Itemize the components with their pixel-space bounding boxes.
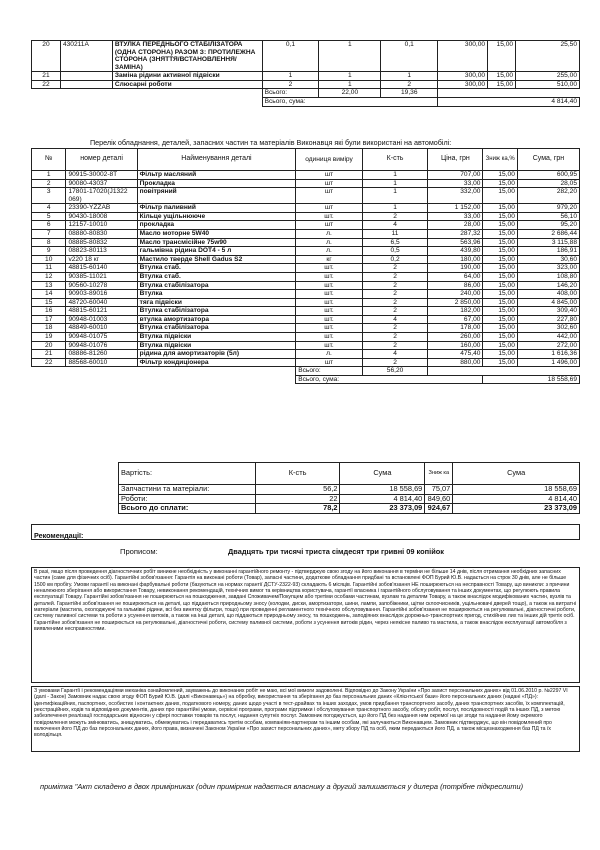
parts-row-number: 4	[32, 204, 66, 213]
summary-row-total: 4 814,40	[453, 494, 580, 504]
parts-row-code: 90948-01003	[66, 315, 137, 324]
parts-row-name: втулка амортизатора	[137, 315, 296, 324]
parts-row-sum: 1 496,00	[517, 358, 579, 367]
parts-row-qty: 2	[362, 290, 427, 299]
parts-row-code: 90915-30002-8T	[66, 171, 137, 180]
parts-row-unit: шт.	[296, 332, 363, 341]
parts-row	[32, 350, 580, 359]
parts-table	[31, 148, 580, 384]
works-row-norm: 1	[262, 72, 319, 81]
parts-row-name: Втулка стаб.	[137, 264, 296, 273]
parts-row-number: 5	[32, 212, 66, 221]
summary-header-row	[119, 463, 580, 485]
parts-row-unit: шт	[296, 358, 363, 367]
parts-row-sum: 408,00	[517, 290, 579, 299]
parts-row-discount: 15,00	[483, 188, 517, 204]
parts-row-discount: 15,00	[483, 171, 517, 180]
parts-row-name: Втулка	[137, 290, 296, 299]
works-row-coef: 1	[319, 72, 381, 81]
parts-row-name: Кільце ущільнююче	[137, 212, 296, 221]
parts-row-discount: 15,00	[483, 238, 517, 247]
parts-row-sum: 302,60	[517, 324, 579, 333]
recommendations-label: Рекомендації:	[34, 531, 84, 540]
parts-row-unit: шт	[296, 221, 363, 230]
parts-row-sum: 186,91	[517, 247, 579, 256]
parts-row-discount: 15,00	[483, 324, 517, 333]
parts-row-discount: 15,00	[483, 298, 517, 307]
parts-row	[32, 307, 580, 316]
summary-row-qty: 22	[255, 494, 340, 504]
summary-row	[119, 485, 580, 495]
summary-row-sum: 4 814,40	[340, 494, 425, 504]
parts-row-unit: шт	[296, 188, 363, 204]
parts-row	[32, 332, 580, 341]
parts-row-qty: 2	[362, 281, 427, 290]
recommendations-box	[31, 524, 580, 540]
parts-row	[32, 281, 580, 290]
works-total-label: Всього:	[262, 89, 319, 98]
parts-row-discount: 15,00	[483, 350, 517, 359]
parts-row-code: 90948-01076	[66, 341, 137, 350]
parts-total-row	[32, 367, 580, 376]
summary-row-total: 23 373,09	[453, 504, 580, 514]
parts-row-sum: 282,20	[517, 188, 579, 204]
parts-row-code: 48815-60140	[66, 264, 137, 273]
parts-row-price: 182,00	[428, 307, 483, 316]
parts-row-qty: 2	[362, 332, 427, 341]
parts-row-discount: 15,00	[483, 247, 517, 256]
parts-row-qty: 2	[362, 324, 427, 333]
parts-row-code: 90430-18008	[66, 212, 137, 221]
parts-row-name: Фільтр кондиціонера	[137, 358, 296, 367]
works-row-sum: 255,00	[516, 72, 580, 81]
parts-row-price: 178,00	[428, 324, 483, 333]
works-total-a: 22,00	[319, 89, 381, 98]
note-text: примітка "Акт складено в двох примірниках (один примірник надається власнику а другий залишається у дилера (потрібне підкреслити)	[40, 782, 524, 791]
parts-row-number: 2	[32, 179, 66, 188]
parts-row-code: 08823-80113	[66, 247, 137, 256]
parts-row-unit: л.	[296, 238, 363, 247]
parts-row-number: 21	[32, 350, 66, 359]
summary-row-sum: 18 558,69	[340, 485, 425, 495]
parts-row-name: Масло трансмісійне 75w90	[137, 238, 296, 247]
parts-row-number: 19	[32, 332, 66, 341]
parts-row-number: 12	[32, 272, 66, 281]
parts-row-price: 260,00	[428, 332, 483, 341]
works-row-name: Заміна рідини активної підвіски	[112, 72, 262, 81]
parts-row-name: рідина для амортизаторів (5л)	[137, 350, 296, 359]
summary-table	[118, 462, 580, 514]
parts-row-code: 90948-01075	[66, 332, 137, 341]
parts-row-sum: 442,00	[517, 332, 579, 341]
parts-row-sum: 309,40	[517, 307, 579, 316]
parts-row-qty: 2	[362, 307, 427, 316]
parts-heading: Перелік обладнання, деталей, запасних частин та матеріалів Виконавця які були використані на автомобілі:	[90, 138, 452, 147]
parts-row	[32, 212, 580, 221]
parts-row-sum: 3 115,88	[517, 238, 579, 247]
parts-row-sum: 2 686,44	[517, 230, 579, 239]
parts-header-row	[32, 149, 580, 171]
works-row-name: ВТУЛКА ПЕРЕДНЬОГО СТАБІЛІЗАТОРА (ОДНА СТОРОНА) РАЗОМ З: ПРОТИЛЕЖНА СТОРОНА (ЗНЯТТЯ/ВСТАНОВЛЕННЯ/ЗАМІНА)	[112, 41, 262, 72]
parts-row-unit: шт.	[296, 290, 363, 299]
summary-row-sum: 23 373,09	[340, 504, 425, 514]
works-row-discount: 15,00	[488, 80, 516, 89]
works-row-code: 430211A	[60, 41, 112, 72]
parts-row-number: 10	[32, 255, 66, 264]
parts-row-qty: 0,2	[362, 255, 427, 264]
summary-row-total: 18 558,69	[453, 485, 580, 495]
parts-row-discount: 15,00	[483, 307, 517, 316]
parts-row-price: 563,96	[428, 238, 483, 247]
parts-row-price: 64,00	[428, 272, 483, 281]
parts-row-qty: 1	[362, 179, 427, 188]
parts-row-discount: 15,00	[483, 332, 517, 341]
parts-row	[32, 315, 580, 324]
parts-row	[32, 358, 580, 367]
parts-total-qty: 56,20	[362, 367, 427, 376]
parts-row-price: 2 850,00	[428, 298, 483, 307]
parts-row-sum: 30,60	[517, 255, 579, 264]
parts-row-code: 90903-89016	[66, 290, 137, 299]
summary-row-qty: 78,2	[255, 504, 340, 514]
parts-row-unit: кг	[296, 255, 363, 264]
parts-row-code: v220 18 кг	[66, 255, 137, 264]
parts-row-code: 08886-81260	[66, 350, 137, 359]
parts-row-qty: 2	[362, 264, 427, 273]
parts-row	[32, 341, 580, 350]
parts-row-number: 15	[32, 298, 66, 307]
parts-row-qty: 2	[362, 341, 427, 350]
works-row-price: 300,00	[438, 41, 488, 72]
summary-row-label: Запчастини та матеріали:	[119, 485, 256, 495]
parts-row-sum: 95,20	[517, 221, 579, 230]
parts-row-sum: 108,80	[517, 272, 579, 281]
parts-row-unit: шт	[296, 171, 363, 180]
works-row-hours: 1	[381, 72, 438, 81]
works-row-hours: 0,1	[381, 41, 438, 72]
works-row-discount: 15,00	[488, 72, 516, 81]
works-row	[32, 80, 580, 89]
parts-row-unit: шт.	[296, 341, 363, 350]
parts-row-price: 86,00	[428, 281, 483, 290]
summary-row-discount: 75,07	[425, 485, 453, 495]
parts-header-price: Ціна, грн	[428, 149, 483, 171]
parts-row	[32, 230, 580, 239]
parts-row-sum: 28,05	[517, 179, 579, 188]
parts-sum-label: Всього, сума:	[296, 375, 483, 384]
summary-row	[119, 504, 580, 514]
works-row-sum: 25,50	[516, 41, 580, 72]
parts-row-qty: 4	[362, 221, 427, 230]
parts-row-price: 28,00	[428, 221, 483, 230]
parts-row-name: тяга підвіски	[137, 298, 296, 307]
parts-row-discount: 15,00	[483, 290, 517, 299]
parts-row-number: 1	[32, 171, 66, 180]
parts-row-sum: 4 845,00	[517, 298, 579, 307]
parts-row-discount: 15,00	[483, 281, 517, 290]
summary-row-label: Всього до сплати:	[119, 504, 256, 514]
works-sum-value: 4 814,40	[438, 98, 580, 107]
works-row-sum: 510,00	[516, 80, 580, 89]
parts-row-discount: 15,00	[483, 341, 517, 350]
parts-row-code: 12157-10010	[66, 221, 137, 230]
parts-row-qty: 4	[362, 315, 427, 324]
parts-row-code: 90560-10278	[66, 281, 137, 290]
parts-row-code: 08885-80832	[66, 238, 137, 247]
works-sum-row	[32, 98, 580, 107]
parts-row-sum: 56,10	[517, 212, 579, 221]
summary-row-discount: 849,60	[425, 494, 453, 504]
parts-row-discount: 15,00	[483, 358, 517, 367]
parts-header-qty: К-сть	[362, 149, 427, 171]
summary-header-sum2: Сума	[453, 463, 580, 485]
parts-row-discount: 15,00	[483, 255, 517, 264]
parts-row-qty: 4	[362, 350, 427, 359]
parts-row-code: 17801-17020(J1322 069)	[66, 188, 137, 204]
parts-row	[32, 179, 580, 188]
parts-row-discount: 15,00	[483, 230, 517, 239]
parts-row	[32, 247, 580, 256]
parts-header-n: №	[32, 149, 66, 171]
summary-header-discount: Зниж ка	[425, 463, 453, 485]
parts-row-price: 33,00	[428, 212, 483, 221]
parts-row-name: Втулка підвіски	[137, 341, 296, 350]
parts-row-name: Фільтр масляний	[137, 171, 296, 180]
parts-row-name: Втулка підвіски	[137, 332, 296, 341]
works-row	[32, 41, 580, 72]
summary-row-label: Роботи:	[119, 494, 256, 504]
parts-header-discount: Зниж ка,%	[483, 149, 517, 171]
parts-row-qty: 2	[362, 298, 427, 307]
parts-row-code: 90385-11021	[66, 272, 137, 281]
parts-row-number: 11	[32, 264, 66, 273]
parts-row-discount: 15,00	[483, 264, 517, 273]
parts-row-number: 9	[32, 247, 66, 256]
parts-row-number: 8	[32, 238, 66, 247]
parts-row-number: 13	[32, 281, 66, 290]
parts-row-name: Втулка стаб.	[137, 272, 296, 281]
works-row-code	[60, 80, 112, 89]
works-row-number: 20	[32, 41, 61, 72]
warranty-text: В разі, якщо після проведення діагностичних робіт виникне необхідність у виконанні гарантійного ремонту - підтверджую свою згоду на його виконання в терміни не більше 14 днів, після отримання необхідних запасних частин (саме для фізичних осіб). Гарантійні зобов'язання: Гарантія на виконані роботи (Товар), запасні частини, додаткове обладнання придбані та встановлені ФОП Бурий Ю.В. надається на строк 30 днів, але не більше 1500 км пробігу. Умови гарантії на виконані фарбувальні роботи (базуються на нормах гарантії ДСТУ-2322-93) складають 6 місяців. Гарантійні зобов'язання НЕ поширюються на несправності Товару, що виникли: з причини неналежного зберігання або використання Товару, невиконання рекомендацій, технічних вимог та керівництва користувача, гарантії власника і гарантійного обслуговування та інших документах, що регулюють правила експлуатації Товару. Гарантійні зобов'язання не поширюються на пошкодження, завдані Споживачем/Покупцем або третіми особами частинам, вузлам та деталям Товару, а також внаслідок модифікованих частин, вузлів та деталей. Гарантійні зобов'язання не поширюються на деталі, що піддаються природньому зносу (колодки, диски, амортизатори, шини, лампи, запобіжники, щітки склоочисників, ущільнювачі дверей тощо), а також на витратні матеріали (мастила, охолоджуючі та гальмівні рідини, всі без винятку фільтри, тощо) при проведенні регламентного технічного обслуговування. Гарантійні зобов'язання не поширюються на регулювальні, діагностичні роботи, систему паливної системи та роботи з усунення витоків, а також на інші деталі, що піддаються природньому зносу, та пошкоджень, заподіяних внаслідок дорожньо-транспортних пригод, стихійних лих та інших дій третіх осіб. Гарантійне зобов'язання не поширюється на регулювальні, діагностичні роботи, систему паливної системи, роботи з усунення витоків рідин, через неякісне паливо та мастила, а також внаслідок експлуатації автомобіля з виявленими несправностями.	[31, 567, 580, 683]
propysom-label: Прописом:	[120, 547, 158, 556]
works-total-row	[32, 89, 580, 98]
parts-row-discount: 15,00	[483, 221, 517, 230]
works-row-number: 22	[32, 80, 61, 89]
parts-row-sum: 146,20	[517, 281, 579, 290]
parts-row-price: 160,00	[428, 341, 483, 350]
works-row-norm: 2	[262, 80, 319, 89]
works-row-price: 300,00	[438, 80, 488, 89]
parts-row-qty: 1	[362, 188, 427, 204]
parts-row-price: 332,00	[428, 188, 483, 204]
parts-row	[32, 264, 580, 273]
parts-row	[32, 272, 580, 281]
parts-row-name: Масло моторне 5W40	[137, 230, 296, 239]
works-row-hours: 2	[381, 80, 438, 89]
summary-row-qty: 56,2	[255, 485, 340, 495]
parts-row-name: Втулка стабілізатора	[137, 307, 296, 316]
parts-row-unit: шт.	[296, 298, 363, 307]
summary-header-qty: К-сть	[255, 463, 340, 485]
parts-row-discount: 15,00	[483, 204, 517, 213]
parts-row-number: 14	[32, 290, 66, 299]
summary-header-sum: Сума	[340, 463, 425, 485]
parts-row	[32, 255, 580, 264]
parts-row	[32, 238, 580, 247]
parts-row-unit: л.	[296, 247, 363, 256]
parts-row-sum: 323,00	[517, 264, 579, 273]
works-row-number: 21	[32, 72, 61, 81]
works-row-price: 300,00	[438, 72, 488, 81]
parts-row-price: 180,00	[428, 255, 483, 264]
parts-row-unit: шт	[296, 204, 363, 213]
parts-row-sum: 272,00	[517, 341, 579, 350]
works-row-norm: 0,1	[262, 41, 319, 72]
parts-row-number: 6	[32, 221, 66, 230]
parts-row-discount: 15,00	[483, 212, 517, 221]
parts-total-label: Всього:	[296, 367, 363, 376]
parts-row-code: 48849-60010	[66, 324, 137, 333]
parts-row-unit: шт.	[296, 212, 363, 221]
parts-row-code: 23390-YZZAB	[66, 204, 137, 213]
parts-row-name: прокладка	[137, 221, 296, 230]
parts-row-discount: 15,00	[483, 272, 517, 281]
parts-row-unit: л.	[296, 350, 363, 359]
parts-row-unit: шт.	[296, 272, 363, 281]
parts-row-price: 240,00	[428, 290, 483, 299]
works-row-code	[60, 72, 112, 81]
parts-row-discount: 15,00	[483, 179, 517, 188]
works-row	[32, 72, 580, 81]
parts-row-price: 475,40	[428, 350, 483, 359]
parts-row-qty: 2	[362, 212, 427, 221]
parts-row	[32, 188, 580, 204]
parts-row-price: 287,32	[428, 230, 483, 239]
parts-row-code: 08880-80830	[66, 230, 137, 239]
parts-row-name: гальмівна рідина DOT4 - 5 л	[137, 247, 296, 256]
works-row-coef: 1	[319, 80, 381, 89]
parts-header-code: номер деталі	[66, 149, 137, 171]
parts-row-sum: 227,80	[517, 315, 579, 324]
parts-row-price: 707,00	[428, 171, 483, 180]
parts-row-name: Фільтр паливний	[137, 204, 296, 213]
works-total-c: 19,36	[381, 89, 438, 98]
parts-row-code: 90080-43037	[66, 179, 137, 188]
parts-row-discount: 15,00	[483, 315, 517, 324]
parts-row-number: 17	[32, 315, 66, 324]
parts-row-price: 880,00	[428, 358, 483, 367]
parts-row	[32, 171, 580, 180]
works-row-name: Слюсарні роботи	[112, 80, 262, 89]
parts-row-qty: 0,5	[362, 247, 427, 256]
parts-row-price: 439,80	[428, 247, 483, 256]
parts-row-number: 7	[32, 230, 66, 239]
parts-row-sum: 600,95	[517, 171, 579, 180]
works-table-tail	[31, 40, 580, 107]
parts-row-name: Мастило тверде Shell Gadus S2	[137, 255, 296, 264]
parts-row-name: Втулка стабілізатора	[137, 324, 296, 333]
parts-row	[32, 290, 580, 299]
parts-row-unit: шт.	[296, 264, 363, 273]
parts-row-number: 18	[32, 324, 66, 333]
parts-row-price: 1 152,00	[428, 204, 483, 213]
parts-row-price: 190,00	[428, 264, 483, 273]
parts-header-sum: Сума, грн	[517, 149, 579, 171]
parts-row-name: Втулка стабілізатора	[137, 281, 296, 290]
parts-row-unit: шт	[296, 179, 363, 188]
parts-row-unit: шт.	[296, 281, 363, 290]
parts-row-number: 20	[32, 341, 66, 350]
parts-row-name: повітряний	[137, 188, 296, 204]
parts-row-number: 16	[32, 307, 66, 316]
parts-row-code: 48720-60040	[66, 298, 137, 307]
summary-row-discount: 924,67	[425, 504, 453, 514]
works-sum-label: Всього, сума:	[262, 98, 438, 107]
parts-row-unit: шт.	[296, 315, 363, 324]
parts-row-sum: 1 616,36	[517, 350, 579, 359]
consent-text: З умовами Гарантії і рекомендаціями механіка ознайомлений, зауважень до виконаних робіт не маю, всі мої вимоги задоволені. Відповідно до Закону України «Про захист персональних даних» від 01.06.2010 р. №2297 VI (далі - Закон) Замовник надає свою згоду ФОП Бурий Ю.В. (далі «Виконавець») на обробку, використання та зберігання до баз персональних даних «Клієнтської бази» його персональних даних (надані «ПД»): ідентифікаційних, паспортних, особистих і контактних даних, податкового номеру, даних щодо участі в тест-драйвах та інших заходах, умов придбання транспортного засобу, даних транспортних засобів, їх комплектацій, реєстраційних, кодів та відповідних документів, даних про гарантійні умови, сервісні програми, програми підтримки і обслуговування транспортного засобу, обсягу робіт, послуг, послідовності подій та інших ПД, з метою забезпечення реалізації господарських відносин у сфері поставки товарів та послуг, надання супутніх послуг. Замовник погоджується, що його ПД без надання ним окремої на це згоди та надання йому окремого повідомлення можуть змінюватись, знищуватись, обмежуватись і передаватись третім особам, компаніям-партнерам та іншим особам, які залучаються Виконавцем. Замовник підтверджує, що він повідомлений про включення його ПД до баз персональних даних, його права, визначені Законом України «Про захист персональних даних», мету збору ПД та осіб, яким передаються його ПД, а також місцезнаходження баз ПД та їх володільця.	[31, 686, 580, 752]
parts-sum-value: 18 558,69	[483, 375, 580, 384]
parts-row	[32, 221, 580, 230]
parts-row-unit: шт.	[296, 307, 363, 316]
parts-row	[32, 204, 580, 213]
works-row-discount: 15,00	[488, 41, 516, 72]
parts-row-price: 67,00	[428, 315, 483, 324]
parts-row-unit: шт.	[296, 324, 363, 333]
parts-row	[32, 298, 580, 307]
parts-row-name: Прокладка	[137, 179, 296, 188]
propysom-value: Двадцять три тисячі триста сімдесят три гривні 09 копійок	[228, 547, 444, 556]
parts-row-qty: 2	[362, 358, 427, 367]
parts-row-number: 22	[32, 358, 66, 367]
parts-row-qty: 1	[362, 171, 427, 180]
parts-row-qty: 1	[362, 204, 427, 213]
parts-header-name: Найменування деталі	[137, 149, 296, 171]
parts-sum-row	[32, 375, 580, 384]
parts-row	[32, 324, 580, 333]
parts-row-unit: л.	[296, 230, 363, 239]
works-row-coef: 1	[319, 41, 381, 72]
parts-row-sum: 979,20	[517, 204, 579, 213]
parts-row-qty: 6,5	[362, 238, 427, 247]
parts-row-code: 48815-60121	[66, 307, 137, 316]
parts-row-number: 3	[32, 188, 66, 204]
parts-header-unit: одиниця виміру	[296, 149, 363, 171]
parts-row-price: 33,00	[428, 179, 483, 188]
parts-row-code: 88568-60010	[66, 358, 137, 367]
parts-row-qty: 11	[362, 230, 427, 239]
summary-header-cost: Вартість:	[119, 463, 256, 485]
parts-row-qty: 2	[362, 272, 427, 281]
